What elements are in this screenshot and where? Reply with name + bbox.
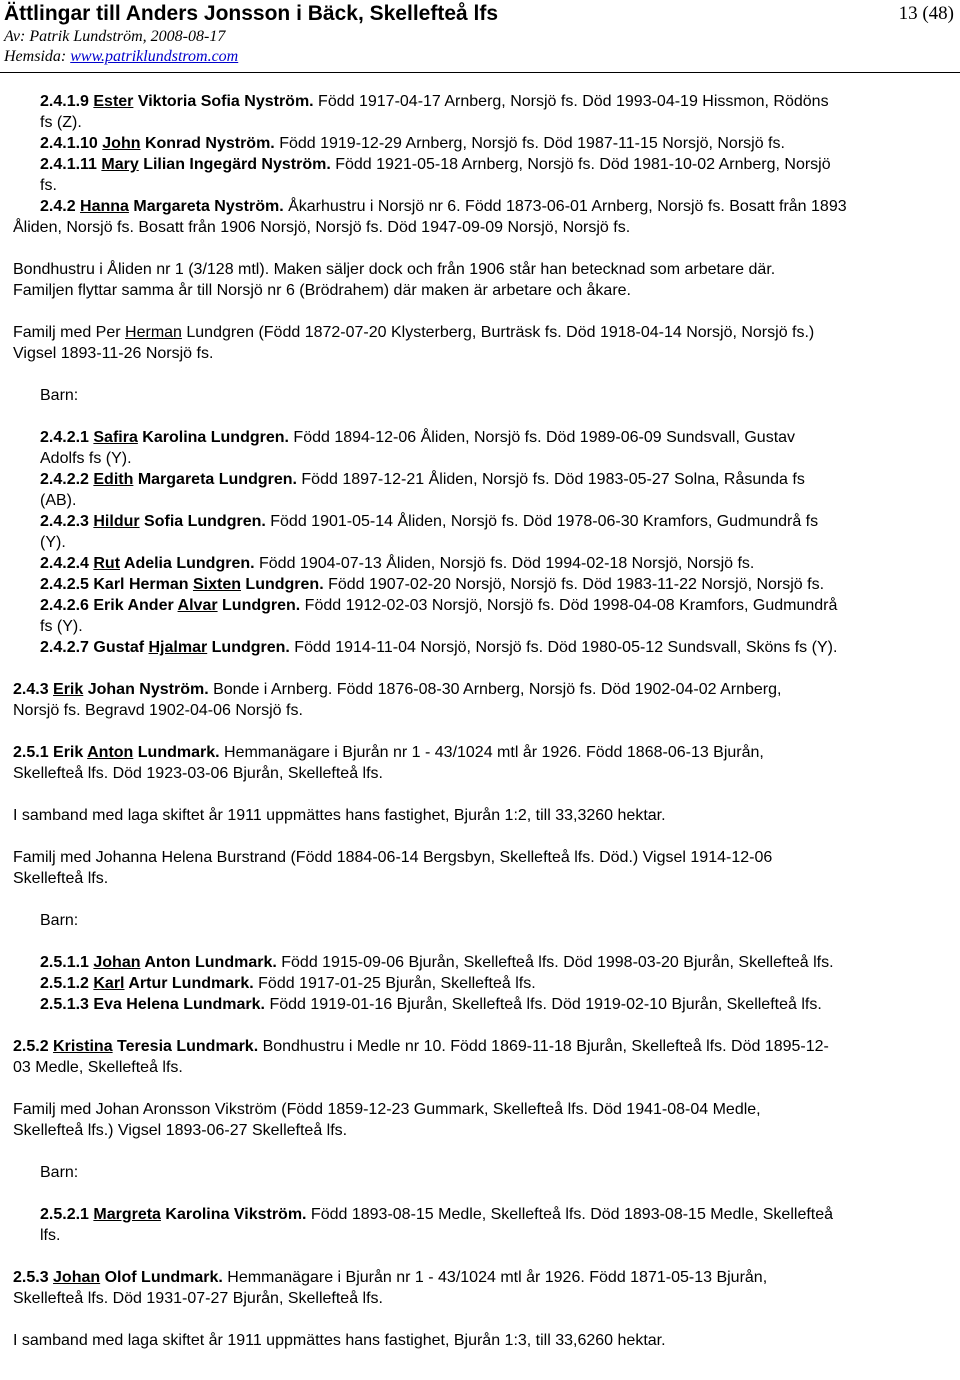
text-line xyxy=(13,259,953,280)
text-line xyxy=(13,490,953,511)
bold-text: 2.4.2.7 Gustaf xyxy=(40,639,149,656)
bold-text: 2.4.2.3 xyxy=(40,513,94,530)
text-line xyxy=(13,280,953,301)
text-line xyxy=(13,385,953,406)
paragraph-gap xyxy=(13,1015,953,1036)
text-line xyxy=(13,133,953,154)
page-number: 13 (48) xyxy=(898,3,954,24)
text-line xyxy=(13,805,953,826)
body-text: Född 1921-05-18 Arnberg, Norsjö fs. Död 1981-10-02 Arnberg, Norsjö xyxy=(330,156,831,173)
bold-text: Margareta Lundgren. xyxy=(133,471,297,488)
body-text: Född 1914-11-04 Norsjö, Norsjö fs. Död 1980-05-12 Sundsvall, Sköns fs (Y). xyxy=(289,639,838,656)
body-text: Född 1917-01-25 Bjurån, Skellefteå lfs. xyxy=(253,975,536,992)
bold-text: 2.4.2 xyxy=(40,198,81,215)
text-line xyxy=(13,175,953,196)
bold-text: Konrad Nyström. xyxy=(140,135,275,152)
text-line xyxy=(13,469,953,490)
given-name: Karl xyxy=(93,975,125,992)
body-text: Vigsel 1893-11-26 Norsjö fs. xyxy=(13,345,214,362)
text-line xyxy=(13,742,953,763)
body-text: Född 1915-09-06 Bjurån, Skellefteå lfs. Död 1998-03-20 Bjurån, Skellefteå lfs. xyxy=(276,954,834,971)
text-line xyxy=(13,196,953,217)
bold-text: 2.4.2.1 xyxy=(40,429,94,446)
given-name: Kristina xyxy=(53,1038,113,1055)
body-text: Barn: xyxy=(40,1164,79,1181)
given-name: Hanna xyxy=(80,198,129,215)
paragraph-gap xyxy=(13,1078,953,1099)
body-text: Skellefteå lfs. Död 1931-07-27 Bjurån, Skellefteå lfs. xyxy=(13,1290,383,1307)
body-text: Åliden, Norsjö fs. Bosatt från 1906 Norsjö, Norsjö fs. Död 1947-09-09 Norsjö, Norsjö fs. xyxy=(13,219,631,236)
bold-text: 2.4.1.9 xyxy=(40,93,94,110)
text-line xyxy=(13,679,953,700)
text-line xyxy=(13,553,953,574)
body-text: Född 1904-07-13 Åliden, Norsjö fs. Död 1994-02-18 Norsjö, Norsjö fs. xyxy=(254,555,755,572)
bold-text: 2.4.1.10 xyxy=(40,135,103,152)
text-line xyxy=(13,91,953,112)
text-line xyxy=(13,994,953,1015)
text-line xyxy=(13,154,953,175)
body-text: Hemmanägare i Bjurån nr 1 - 43/1024 mtl år 1926. Född 1871-05-13 Bjurån, xyxy=(222,1269,768,1286)
bold-text: 2.4.2.4 xyxy=(40,555,94,572)
body-text: Bonde i Arnberg. Född 1876-08-30 Arnberg, Norsjö fs. Död 1902-04-02 Arnberg, xyxy=(208,681,782,698)
paragraph-gap xyxy=(13,1183,953,1204)
body-text: Familjen flyttar samma år till Norsjö nr 6 (Brödrahem) där maken är arbetare och åkare. xyxy=(13,282,631,299)
given-name: John xyxy=(102,135,141,152)
body-text: Född 1907-02-20 Norsjö, Norsjö fs. Död 1983-11-22 Norsjö, Norsjö fs. xyxy=(323,576,825,593)
body-text: I samband med laga skiftet år 1911 uppmättes hans fastighet, Bjurån 1:2, till 33,3260 hektar. xyxy=(13,807,666,824)
body-text: Familj med Johanna Helena Burstrand (Född 1884-06-14 Bergsbyn, Skellefteå lfs. Död.) Vigsel 1914-12-06 xyxy=(13,849,773,866)
body-text: Familj med Johan Aronsson Vikström (Född 1859-12-23 Gummark, Skellefteå lfs. Död 1941-08-04 Medle, xyxy=(13,1101,761,1118)
text-line xyxy=(13,511,953,532)
body-text: Född 1901-05-14 Åliden, Norsjö fs. Död 1978-06-30 Kramfors, Gudmundrå fs xyxy=(265,513,819,530)
paragraph-gap xyxy=(13,826,953,847)
body-text: (Y). xyxy=(40,534,66,551)
text-line xyxy=(13,1288,953,1309)
bold-text: Sofia Lundgren. xyxy=(139,513,266,530)
text-line xyxy=(13,910,953,931)
given-name: Hildur xyxy=(93,513,140,530)
document-body xyxy=(13,91,953,1351)
given-name: Johan xyxy=(93,954,141,971)
text-line xyxy=(13,637,953,658)
paragraph-gap xyxy=(13,364,953,385)
body-text: Lundgren (Född 1872-07-20 Klysterberg, Burträsk fs. Död 1918-04-14 Norsjö, Norsjö fs.) xyxy=(181,324,815,341)
paragraph-gap xyxy=(13,238,953,259)
text-line xyxy=(13,532,953,553)
bold-text: 2.4.2.2 xyxy=(40,471,94,488)
body-text: Åkarhustru i Norsjö nr 6. Född 1873-06-01 Arnberg, Norsjö fs. Bosatt från 1893 xyxy=(283,198,847,215)
author-line: Av: Patrik Lundström, 2008-08-17 xyxy=(4,28,226,45)
paragraph-gap xyxy=(13,1309,953,1330)
text-line xyxy=(13,1267,953,1288)
body-text: (AB). xyxy=(40,492,77,509)
text-line xyxy=(13,952,953,973)
bold-text: Artur Lundmark. xyxy=(124,975,254,992)
bold-text: 2.5.1.1 xyxy=(40,954,94,971)
body-text: Bondhustru i Åliden nr 1 (3/128 mtl). Maken säljer dock och från 1906 står han betecknad som arbetare där. xyxy=(13,261,776,278)
text-line xyxy=(13,217,953,238)
given-name: Safira xyxy=(93,429,138,446)
text-line xyxy=(13,1057,953,1078)
body-text: fs (Y). xyxy=(40,618,83,635)
bold-text: Anton Lundmark. xyxy=(140,954,277,971)
paragraph-gap xyxy=(13,301,953,322)
paragraph-gap xyxy=(13,406,953,427)
bold-text: 2.5.3 xyxy=(13,1269,54,1286)
text-line xyxy=(13,973,953,994)
body-text: Född 1919-01-16 Bjurån, Skellefteå lfs. Död 1919-02-10 Bjurån, Skellefteå lfs. xyxy=(265,996,822,1013)
body-text: lfs. xyxy=(40,1227,61,1244)
given-name: Sixten xyxy=(192,576,241,593)
body-text: Barn: xyxy=(40,912,79,929)
given-name: Erik xyxy=(53,681,84,698)
given-name: Hjalmar xyxy=(148,639,208,656)
body-text: Född 1917-04-17 Arnberg, Norsjö fs. Död 1993-04-19 Hissmon, Rödöns xyxy=(313,93,829,110)
body-text: Norsjö fs. Begravd 1902-04-06 Norsjö fs. xyxy=(13,702,303,719)
body-text: Skellefteå lfs. xyxy=(13,870,109,887)
text-line xyxy=(13,1036,953,1057)
body-text: I samband med laga skiftet år 1911 uppmättes hans fastighet, Bjurån 1:3, till 33,6260 hektar. xyxy=(13,1332,666,1349)
body-text: Barn: xyxy=(40,387,79,404)
paragraph-gap xyxy=(13,721,953,742)
bold-text: Olof Lundmark. xyxy=(100,1269,223,1286)
body-text: fs (Z). xyxy=(40,114,82,131)
body-text: Född 1897-12-21 Åliden, Norsjö fs. Död 1983-05-27 Solna, Råsunda fs xyxy=(296,471,805,488)
paragraph-gap xyxy=(13,658,953,679)
text-line xyxy=(13,1162,953,1183)
text-line xyxy=(13,427,953,448)
paragraph-gap xyxy=(13,1141,953,1162)
text-line xyxy=(13,700,953,721)
paragraph-gap xyxy=(13,931,953,952)
body-text: Skellefteå lfs.) Vigsel 1893-06-27 Skellefteå lfs. xyxy=(13,1122,348,1139)
text-line xyxy=(13,847,953,868)
paragraph-gap xyxy=(13,1246,953,1267)
paragraph-gap xyxy=(13,889,953,910)
given-name: Mary xyxy=(101,156,139,173)
bold-text: Lundgren. xyxy=(207,639,290,656)
text-line xyxy=(13,1204,953,1225)
text-line xyxy=(13,1330,953,1351)
paragraph-gap xyxy=(13,784,953,805)
header-divider xyxy=(0,72,960,73)
body-text: Född 1919-12-29 Arnberg, Norsjö fs. Död 1987-11-15 Norsjö, Norsjö fs. xyxy=(274,135,785,152)
body-text: 03 Medle, Skellefteå lfs. xyxy=(13,1059,183,1076)
bold-text: Lundmark. xyxy=(133,744,220,761)
bold-text: 2.4.2.6 Erik Ander xyxy=(40,597,178,614)
body-text: Skellefteå lfs. Död 1923-03-06 Bjurån, Skellefteå lfs. xyxy=(13,765,383,782)
bold-text: Lundgren. xyxy=(217,597,301,614)
bold-text: Margareta Nyström. xyxy=(128,198,284,215)
homepage-line xyxy=(4,48,238,66)
text-line xyxy=(13,763,953,784)
bold-text: 2.5.1.3 Eva Helena Lundmark. xyxy=(40,996,265,1013)
body-text: fs. xyxy=(40,177,57,194)
bold-text: 2.4.2.5 Karl Herman xyxy=(40,576,193,593)
text-line xyxy=(13,343,953,364)
bold-text: Teresia Lundmark. xyxy=(112,1038,259,1055)
bold-text: Johan Nyström. xyxy=(83,681,209,698)
given-name: Rut xyxy=(93,555,121,572)
bold-text: Lilian Ingegärd Nyström. xyxy=(138,156,331,173)
given-name: Alvar xyxy=(177,597,218,614)
given-name: Anton xyxy=(87,744,134,761)
text-line xyxy=(13,112,953,133)
bold-text: 2.5.2.1 xyxy=(40,1206,94,1223)
bold-text: Viktoria Sofia Nyström. xyxy=(133,93,314,110)
bold-text: 2.5.2 xyxy=(13,1038,54,1055)
bold-text: Karolina Lundgren. xyxy=(137,429,289,446)
body-text: Bondhustru i Medle nr 10. Född 1869-11-18 Bjurån, Skellefteå lfs. Död 1895-12- xyxy=(258,1038,829,1055)
homepage-label: Hemsida: xyxy=(4,48,71,65)
given-name: Ester xyxy=(93,93,134,110)
document-title: Ättlingar till Anders Jonsson i Bäck, Skellefteå lfs xyxy=(4,2,499,25)
bold-text: 2.4.1.11 xyxy=(40,156,102,173)
bold-text: 2.5.1.2 xyxy=(40,975,94,992)
homepage-link[interactable]: www.patriklundstrom.com xyxy=(70,48,239,65)
body-text: Född 1893-08-15 Medle, Skellefteå lfs. Död 1893-08-15 Medle, Skellefteå xyxy=(306,1206,834,1223)
given-name: Johan xyxy=(53,1269,101,1286)
text-line xyxy=(13,595,953,616)
body-text: Hemmanägare i Bjurån nr 1 - 43/1024 mtl år 1926. Född 1868-06-13 Bjurån, xyxy=(219,744,764,761)
text-line xyxy=(13,574,953,595)
body-text: Född 1894-12-06 Åliden, Norsjö fs. Död 1989-06-09 Sundsvall, Gustav xyxy=(288,429,796,446)
bold-text: Lundgren. xyxy=(240,576,324,593)
text-line xyxy=(13,1120,953,1141)
body-text: Adolfs fs (Y). xyxy=(40,450,132,467)
text-line xyxy=(13,868,953,889)
bold-text: 2.5.1 Erik xyxy=(13,744,88,761)
given-name: Margreta xyxy=(93,1206,161,1223)
body-text: Familj med Per xyxy=(13,324,126,341)
body-text: Född 1912-02-03 Norsjö, Norsjö fs. Död 1998-04-08 Kramfors, Gudmundrå xyxy=(300,597,838,614)
text-line xyxy=(13,616,953,637)
bold-text: 2.4.3 xyxy=(13,681,54,698)
bold-text: Karolina Vikström. xyxy=(160,1206,307,1223)
bold-text: Adelia Lundgren. xyxy=(120,555,255,572)
text-line xyxy=(13,322,953,343)
given-name: Herman xyxy=(125,324,182,341)
given-name: Edith xyxy=(93,471,134,488)
text-line xyxy=(13,448,953,469)
text-line xyxy=(13,1099,953,1120)
text-line xyxy=(13,1225,953,1246)
